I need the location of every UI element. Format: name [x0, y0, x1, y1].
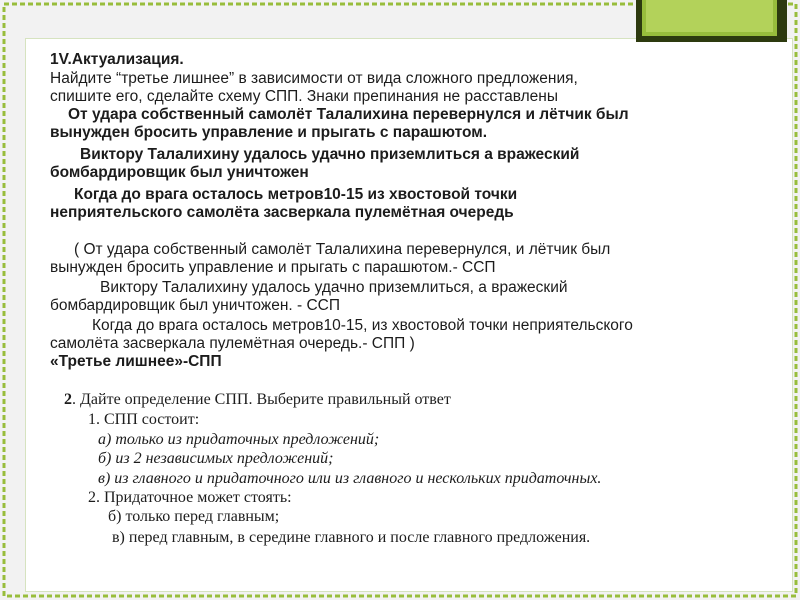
answer-line-3: Виктору Талалихину удалось удачно приземлиться, а вражеский [100, 279, 568, 296]
answer-line-2: вынужден бросить управление и прыгать с парашютом.- ССП [50, 259, 496, 276]
task-2-text: . Дайте определение СПП. Выберите правильный ответ [72, 391, 451, 408]
sentence-2-line-2: бомбардировщик был уничтожен [50, 164, 309, 181]
answer-line-5: Когда до врага осталось метров10-15, из хвостовой точки неприятельского [92, 317, 633, 334]
option-1a: а) только из придаточных предложений; [98, 431, 380, 448]
answer-line-1: ( От удара собственный самолёт Талалихина перевернулся, и лётчик был [74, 241, 611, 258]
question-1: 1. СПП состоит: [88, 411, 200, 428]
question-2: 2. Придаточное может стоять: [88, 489, 292, 506]
slide-content [50, 45, 790, 590]
task-line-2: спишите его, сделайте схему СПП. Знаки препинания не расставлены [50, 88, 558, 105]
option-1c: в) из главного и придаточного или из главного и нескольких придаточных. [98, 470, 602, 487]
task-line-1: Найдите “третье лишнее” в зависимости от вида сложного предложения, [50, 70, 578, 87]
task-2-title [64, 391, 451, 408]
answer-result: «Третье лишнее»-СПП [50, 353, 222, 370]
option-2c: в) перед главным, в середине главного и после главного предложения. [112, 529, 591, 546]
option-1b: б) из 2 независимых предложений; [98, 450, 334, 467]
sentence-1-line-2: вынужден бросить управление и прыгать с парашютом. [50, 124, 488, 141]
heading: 1V.Актуализация. [50, 51, 184, 68]
sentence-3-line-1: Когда до врага осталось метров10-15 из хвостовой точки [74, 186, 518, 203]
answer-line-6: самолёта засверкала пулемётная очередь.- СПП ) [50, 335, 415, 352]
option-2b: б) только перед главным; [108, 508, 280, 525]
sentence-2-line-1: Виктору Талалихину удалось удачно приземлиться а вражеский [80, 146, 580, 163]
corner-accent [636, 0, 787, 42]
task-2-number: 2 [64, 391, 72, 408]
sentence-3-line-2: неприятельского самолёта засверкала пулемётная очередь [50, 204, 514, 221]
answer-line-4: бомбардировщик был уничтожен. - ССП [50, 297, 341, 314]
sentence-1-line-1: От удара собственный самолёт Талалихина перевернулся и лётчик был [68, 106, 629, 123]
